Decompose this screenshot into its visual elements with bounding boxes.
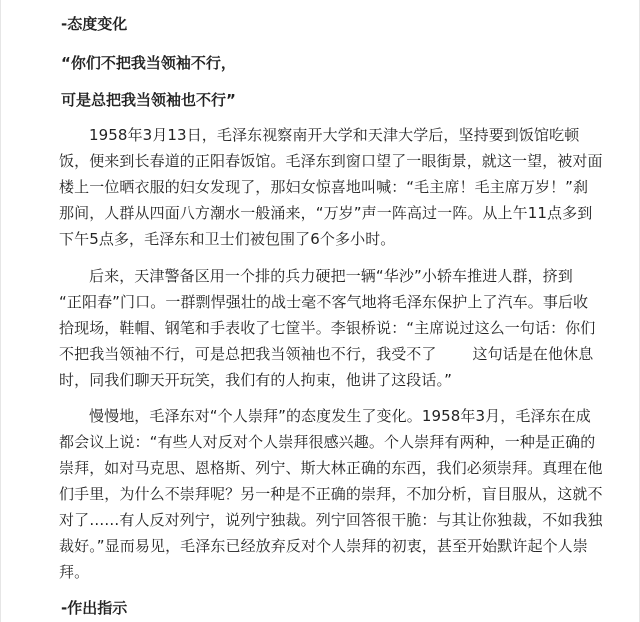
section-heading-give-instructions: -作出指示 [61, 599, 128, 617]
paragraph-1-line-2: 饭，便来到长春道的正阳春饭馆。毛泽东到窗口望了一眼街景，就这一望，被对面 [59, 152, 603, 170]
section-heading-attitude-change: -态度变化 [61, 15, 128, 33]
paragraph-1-line-3: 楼上一位晒衣服的妇女发现了，那妇女惊喜地叫喊：“毛主席！毛主席万岁！”刹 [59, 178, 589, 196]
paragraph-3-line-4: 们手里，为什么不崇拜呢？另一种是不正确的崇拜，不加分析，盲目服从，这就不 [59, 485, 603, 503]
paragraph-2-line-4 [59, 344, 593, 364]
paragraph-3-line-2: 都会议上说：“有些人对反对个人崇拜很感兴趣。个人崇拜有两种，一种是正确的 [59, 433, 596, 451]
quote-title-line-2: 可是总把我当领袖也不行” [61, 91, 236, 109]
paragraph-3-line-6: 裁好。”显而易见，毛泽东已经放弃反对个人崇拜的初衷，甚至开始默许起个人崇 [59, 537, 588, 555]
paragraph-2-line-4-part-1: 不把我当领袖不行，可是总把我当领袖也不行，我受不了 [59, 345, 437, 363]
paragraph-2-line-1: 后来，天津警备区用一个排的兵力硬把一辆“华沙”小轿车推进人群，挤到 [89, 267, 573, 285]
paragraph-2-line-3: 拾现场，鞋帽、钢笔和手表收了七筐半。李银桥说：“主席说过这么一句话：你们 [59, 319, 596, 337]
quote-title-line-1: “你们不把我当领袖不行， [61, 54, 236, 72]
paragraph-2-line-2: “正阳春”门口。一群剽悍强壮的战士毫不客气地将毛泽东保护上了汽车。事后收 [59, 293, 589, 311]
paragraph-1-line-4: 那间，人群从四面八方潮水一般涌来，“万岁”声一阵高过一阵。从上午11点多到 [59, 204, 593, 222]
paragraph-3-line-7: 拜。 [59, 563, 90, 581]
paragraph-2-line-4-part-2: 这句话是在他休息 [472, 345, 594, 363]
paragraph-3-line-5: 对了……有人反对列宁，说列宁独裁。列宁回答很干脆：与其让你独裁，不如我独 [59, 511, 603, 529]
paragraph-3-line-3: 崇拜，如对马克思、恩格斯、列宁、斯大林正确的东西，我们必须崇拜。真理在他 [59, 459, 603, 477]
paragraph-3-line-1: 慢慢地，毛泽东对“个人崇拜”的态度发生了变化。1958年3月，毛泽东在成 [89, 407, 591, 425]
paragraph-1-line-5: 下午5点多，毛泽东和卫士们被包围了6个多小时。 [59, 230, 396, 248]
paragraph-2-line-5: 时，同我们聊天开玩笑，我们有的人拘束，他讲了这段话。” [59, 371, 452, 389]
paragraph-1-line-1: 1958年3月13日，毛泽东视察南开大学和天津大学后，坚持要到饭馆吃顿 [89, 126, 580, 144]
